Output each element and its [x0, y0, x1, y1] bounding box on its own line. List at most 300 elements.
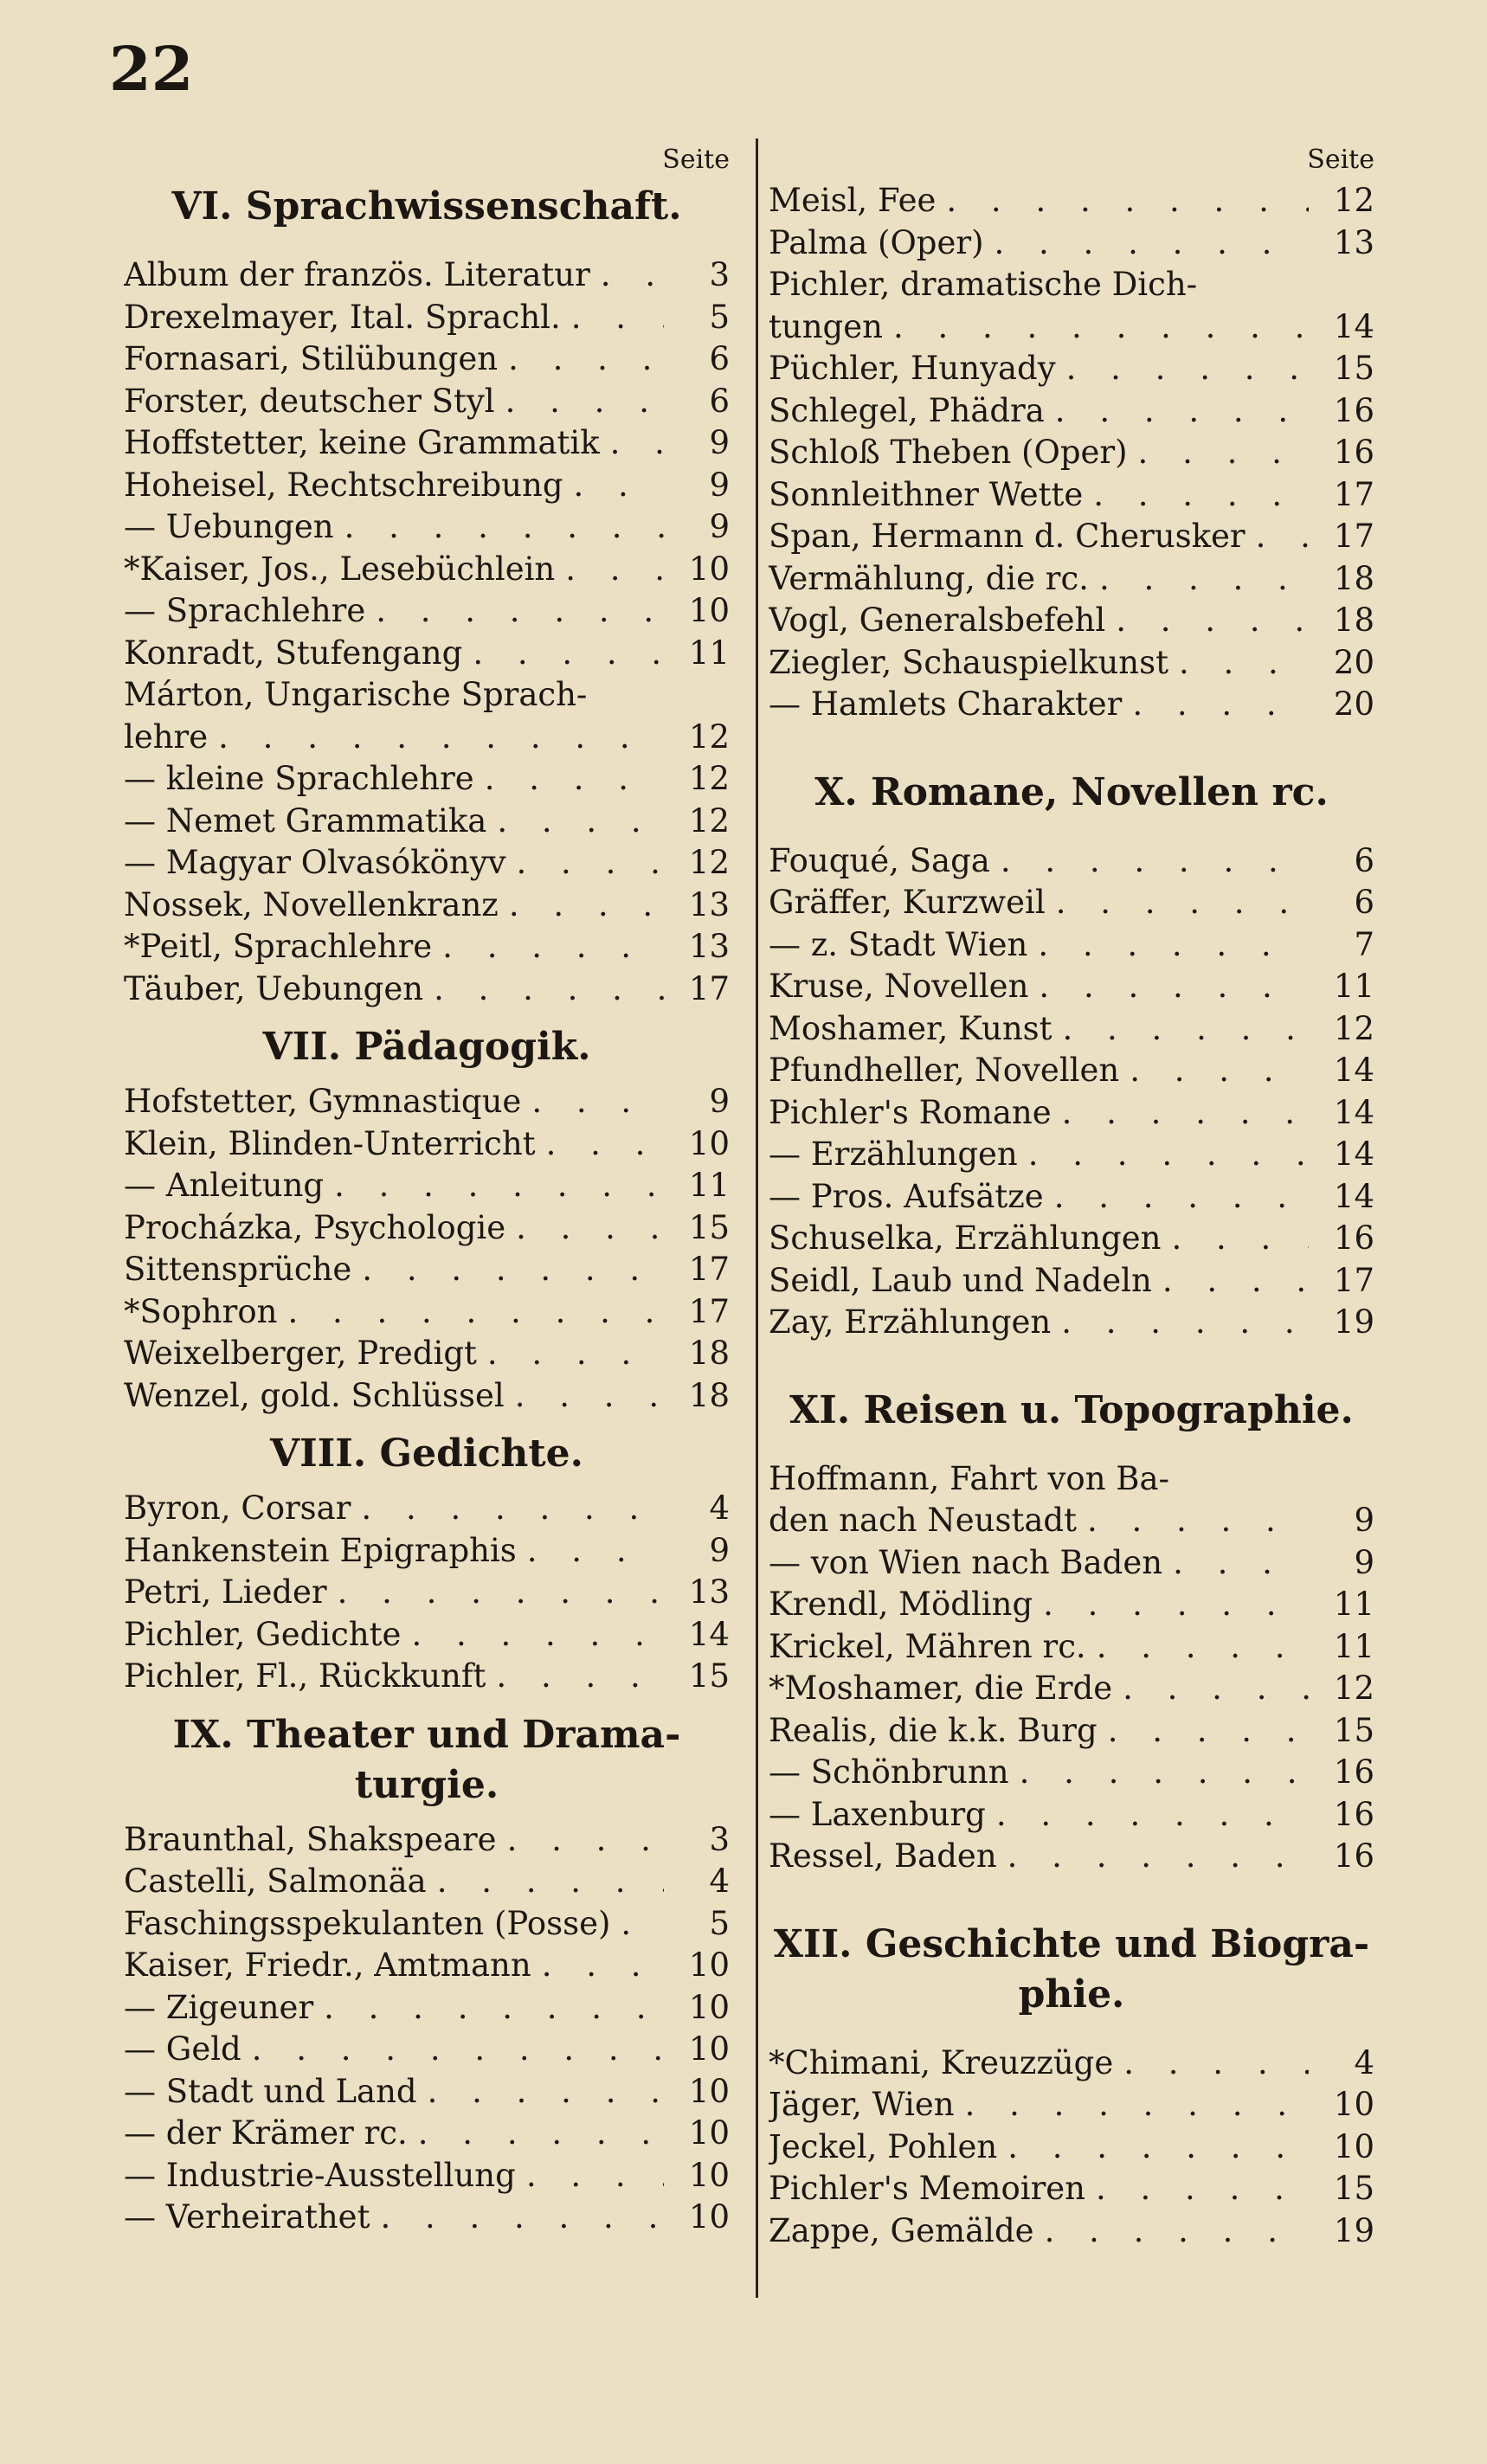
entry-page: 17 [688, 1292, 730, 1330]
leader-dots [427, 1861, 664, 1903]
index-entry [769, 222, 1374, 265]
leader-dots [1027, 924, 1309, 967]
entry-title: — von Wien nach Baden [769, 1543, 1163, 1581]
leader-dots [1112, 1668, 1309, 1710]
index-entry [124, 297, 730, 339]
leader-dots [1028, 966, 1309, 1008]
entry-page: 11 [1333, 968, 1374, 1005]
entry-page: 16 [1333, 1795, 1374, 1833]
entry-page: 4 [709, 1489, 730, 1527]
index-entry [124, 1081, 730, 1123]
index-entry [124, 2029, 730, 2071]
index-entry [124, 926, 730, 968]
index-entry [124, 1249, 730, 1291]
index-entry [769, 1008, 1374, 1051]
index-entry [124, 422, 730, 465]
entry-title: Kruse, Novellen [769, 968, 1029, 1005]
entry-page: 15 [1333, 350, 1374, 387]
entry-page: 6 [1354, 884, 1374, 921]
entry-page: 9 [709, 466, 730, 504]
index-entry [769, 2210, 1374, 2253]
leader-dots [417, 2071, 664, 2113]
entry-page: 17 [1333, 475, 1374, 513]
index-entry [124, 1375, 730, 1418]
index-entry [769, 1458, 1374, 1501]
entry-page: 11 [688, 634, 730, 672]
seite-label: Seite [662, 145, 730, 175]
index-entry [769, 1836, 1374, 1878]
leader-dots [486, 801, 664, 843]
entry-title: Meisl, Fee [769, 182, 937, 219]
entry-page: 12 [688, 844, 730, 881]
section-heading: X. Romane, Novellen rc. [814, 769, 1329, 814]
entry-title: Ziegler, Schauspielkunst [769, 643, 1168, 681]
entry-title: Drexelmayer, Ital. Sprachl. [124, 298, 561, 336]
entry-title: — Erzählungen [769, 1135, 1018, 1173]
entry-title: *Peitl, Sprachlehre [124, 928, 433, 965]
entry-page: 20 [1333, 643, 1374, 681]
section-heading: VIII. Gedichte. [270, 1431, 583, 1476]
entry-page: 10 [688, 1946, 730, 1984]
entry-title: — kleine Sprachlehre [124, 760, 474, 797]
entry-title: Krendl, Mödling [769, 1586, 1033, 1623]
entry-page: 14 [1333, 1135, 1374, 1173]
entry-page: 17 [688, 1251, 730, 1288]
leader-dots [313, 1987, 664, 2030]
entry-title: *Kaiser, Jos., Lesebüchlein [124, 550, 556, 588]
entry-title: *Chimani, Kreuzzüge [769, 2043, 1114, 2081]
leader-dots [1246, 516, 1309, 558]
index-entry [124, 506, 730, 549]
leader-dots [477, 1333, 664, 1375]
left-column [124, 140, 730, 2239]
leader-dots [955, 2084, 1309, 2126]
index-entry [124, 254, 730, 297]
leader-dots [324, 1165, 664, 1207]
index-entry [769, 840, 1374, 883]
index-entry [769, 1050, 1374, 1092]
right-column [769, 140, 1374, 2252]
index-entry [769, 474, 1374, 517]
entry-title: — Laxenburg [769, 1795, 986, 1833]
entry-title: Pfundheller, Novellen [769, 1052, 1120, 1089]
index-entry [769, 1710, 1374, 1753]
entry-title: — Uebungen [124, 508, 334, 545]
entry-title: Vermählung, die rc. [769, 559, 1089, 597]
entry-page: 12 [688, 760, 730, 797]
leader-dots [517, 1530, 664, 1573]
entry-title: lehre [124, 717, 209, 756]
leader-dots [997, 1836, 1309, 1878]
entry-page: 13 [688, 885, 730, 923]
entry-title: Püchler, Hunyady [769, 350, 1056, 387]
entry-page: 10 [688, 550, 730, 588]
index-entry [124, 2197, 730, 2239]
leader-dots [936, 180, 1309, 222]
index-entry [124, 633, 730, 675]
leader-dots [1128, 432, 1309, 474]
entry-page: 9 [709, 508, 730, 545]
entry-title: Castelli, Salmonäa [124, 1862, 427, 1900]
entry-title: Kaiser, Friedr., Amtmann [124, 1946, 531, 1984]
entry-title: Petri, Lieder [124, 1573, 327, 1611]
entry-title: — Magyar Olvasókönyv [124, 844, 506, 881]
index-entry [124, 674, 730, 717]
index-entry [769, 2084, 1374, 2126]
index-entry [769, 264, 1374, 306]
leader-dots [986, 1794, 1309, 1837]
entry-page: 10 [688, 2198, 730, 2236]
entry-title: — Nemet Grammatika [124, 801, 487, 840]
entry-title: Márton, Ungarische Sprach- [124, 676, 588, 713]
index-entry [769, 390, 1374, 433]
entry-page: 3 [709, 256, 730, 293]
entry-page: 13 [688, 1573, 730, 1611]
entry-title: — Pros. Aufsätze [769, 1177, 1044, 1215]
entry-title: — Hamlets Charakter [769, 685, 1123, 723]
entry-title: — Anleitung [124, 1167, 325, 1204]
entry-title: Braunthal, Shakspeare [124, 1820, 497, 1858]
entry-page: 17 [688, 969, 730, 1007]
entry-title: Konradt, Stufengang [124, 634, 463, 672]
entry-page: 10 [688, 592, 730, 629]
leader-dots [401, 1614, 664, 1657]
leader-dots [516, 2155, 664, 2197]
entry-title: den nach Neustadt [769, 1502, 1077, 1539]
leader-dots [1152, 1260, 1309, 1303]
entry-title: Klein, Blinden-Unterricht [124, 1124, 536, 1162]
leader-dots [563, 465, 664, 507]
entry-title: Zay, Erzählungen [769, 1303, 1052, 1341]
leader-dots [990, 840, 1309, 883]
entry-page: 10 [1333, 2086, 1374, 2123]
index-entry [124, 842, 730, 885]
leader-dots [521, 1081, 664, 1123]
entry-page: 16 [1333, 1753, 1374, 1791]
leader-dots [462, 633, 664, 675]
column-divider [756, 138, 758, 2298]
index-entry [769, 1260, 1374, 1303]
leader-dots [370, 2197, 664, 2239]
index-entry [124, 1165, 730, 1207]
entry-title: — Industrie-Ausstellung [124, 2156, 516, 2194]
entry-title: Sonnleithner Wette [769, 475, 1084, 513]
entry-title: Pichler, Fl., Rückkunft [124, 1657, 486, 1695]
entry-title: tungen [769, 307, 883, 345]
index-entry [769, 432, 1374, 474]
entry-page: 5 [709, 1904, 730, 1942]
leader-dots [600, 422, 664, 465]
leader-dots [1052, 1008, 1309, 1051]
entry-title: Fouqué, Saga [769, 841, 990, 879]
index-entry [769, 924, 1374, 967]
entry-page: 10 [688, 2072, 730, 2110]
entry-title: — der Krämer rc. [124, 2114, 408, 2152]
entry-page: 14 [1333, 1093, 1374, 1131]
entry-title: Ressel, Baden [769, 1837, 997, 1875]
index-entry [124, 1987, 730, 2030]
leader-dots [1089, 558, 1309, 601]
entry-title: — Zigeuner [124, 1988, 314, 2026]
entry-page: 18 [688, 1335, 730, 1372]
index-entry [769, 1794, 1374, 1837]
entry-page: 5 [709, 298, 730, 336]
leader-dots [505, 1375, 664, 1418]
index-entry [769, 1542, 1374, 1585]
index-entry [769, 1134, 1374, 1176]
leader-dots [486, 1656, 664, 1698]
leader-dots [1105, 600, 1309, 642]
entry-title: Palma (Oper) [769, 223, 984, 261]
entry-page: 11 [1333, 1586, 1374, 1623]
index-entry [124, 1123, 730, 1166]
leader-dots [423, 968, 664, 1011]
index-entry [769, 2043, 1374, 2085]
leader-dots [432, 926, 664, 968]
index-entry [769, 1584, 1374, 1626]
index-entry [769, 882, 1374, 924]
section-heading-line: IX. Theater und Drama- [172, 1712, 681, 1757]
index-entry [769, 684, 1374, 726]
entry-page: 12 [1333, 182, 1374, 219]
index-entry [124, 465, 730, 507]
index-entry [124, 1861, 730, 1903]
entry-title: Schloß Theben (Oper) [769, 434, 1128, 471]
entry-title: Moshamer, Kunst [769, 1009, 1052, 1047]
index-entry [769, 516, 1374, 558]
entry-page: 4 [1354, 2043, 1374, 2081]
leader-dots [590, 254, 664, 297]
leader-dots [334, 506, 664, 549]
entry-page: 19 [1333, 1303, 1374, 1341]
index-entry [769, 1626, 1374, 1669]
leader-dots [208, 717, 664, 759]
entry-page: 15 [688, 1657, 730, 1695]
index-entry [124, 1207, 730, 1250]
entry-title: — Sprachlehre [124, 592, 366, 629]
entry-title: Zappe, Gemälde [769, 2211, 1034, 2249]
leader-dots [1162, 1542, 1309, 1585]
index-entry [769, 1302, 1374, 1344]
leader-dots [1044, 1176, 1309, 1219]
leader-dots [1034, 2210, 1309, 2253]
entry-page: 18 [688, 1376, 730, 1414]
index-entry [769, 1092, 1374, 1135]
entry-title: Schlegel, Phädra [769, 391, 1045, 429]
entry-title: Procházka, Psychologie [124, 1208, 506, 1246]
leader-dots [1056, 348, 1309, 390]
index-entry [769, 180, 1374, 222]
entry-title: Pichler's Romane [769, 1093, 1052, 1131]
index-entry [124, 801, 730, 843]
index-entry [124, 338, 730, 381]
entry-title: — z. Stadt Wien [769, 925, 1028, 963]
entry-page: 15 [688, 1208, 730, 1246]
index-entry [769, 600, 1374, 642]
entry-title: Nossek, Novellenkranz [124, 885, 499, 923]
entry-page: 10 [688, 2030, 730, 2068]
entry-page: 7 [1354, 925, 1374, 963]
leader-dots [495, 381, 664, 423]
entry-title: Vogl, Generalsbefehl [769, 602, 1106, 639]
entry-title: *Moshamer, die Erde [769, 1669, 1113, 1707]
entry-title: — Verheirathet [124, 2198, 370, 2236]
leader-dots [1052, 1092, 1309, 1135]
entry-title: Wenzel, gold. Schlüssel [124, 1376, 505, 1414]
entry-page: 18 [1333, 559, 1374, 597]
index-entry [769, 558, 1374, 601]
leader-dots [1086, 1626, 1309, 1669]
leader-dots [1083, 474, 1309, 517]
section-heading-line: XII. Geschichte und Biogra- [773, 1921, 1370, 1966]
entry-page: 17 [1333, 1261, 1374, 1299]
leader-dots [1077, 1500, 1309, 1542]
entry-title: Pichler's Memoiren [769, 2170, 1086, 2207]
entry-page: 6 [709, 340, 730, 377]
leader-dots [497, 1819, 664, 1862]
index-entry [769, 2168, 1374, 2210]
index-entry [124, 1614, 730, 1657]
entry-title: Forster, deutscher Styl [124, 382, 495, 420]
section-heading: XI. Reisen u. Topographie. [789, 1387, 1354, 1432]
leader-dots [1168, 642, 1309, 685]
index-entry [124, 2113, 730, 2155]
entry-page: 16 [1333, 1837, 1374, 1875]
entry-page: 9 [709, 424, 730, 461]
page-number: 22 [109, 33, 194, 105]
entry-page: 14 [688, 1615, 730, 1653]
leader-dots [1045, 390, 1309, 433]
entry-page: 16 [1333, 434, 1374, 471]
index-entry [124, 1488, 730, 1530]
index-entry [124, 2071, 730, 2113]
entry-page: 20 [1333, 685, 1374, 723]
entry-page: 10 [688, 2114, 730, 2152]
index-entry [124, 1903, 730, 1946]
entry-page: 16 [1333, 391, 1374, 429]
leader-dots [555, 549, 664, 591]
leader-dots [277, 1291, 664, 1334]
leader-dots [506, 842, 664, 885]
leader-dots [984, 222, 1309, 265]
leader-dots [241, 2029, 664, 2071]
entry-title: Pichler, dramatische Dich- [769, 266, 1198, 303]
leader-dots [351, 1488, 664, 1530]
leader-dots [1119, 1050, 1309, 1092]
entry-page: 11 [688, 1167, 730, 1204]
entry-page: 12 [1333, 1669, 1374, 1707]
entry-title: Span, Hermann d. Cherusker [769, 518, 1246, 555]
index-entry [124, 1291, 730, 1334]
section-heading: VII. Pädagogik. [262, 1025, 591, 1069]
index-entry [769, 642, 1374, 685]
entry-title: Sittensprüche [124, 1251, 352, 1288]
leader-dots [365, 590, 664, 633]
entry-title: Faschingsspekulanten (Posse) [124, 1904, 611, 1942]
leader-dots [536, 1123, 664, 1166]
entry-title: Krickel, Mähren rc. [769, 1627, 1086, 1665]
entry-title: Täuber, Uebungen [124, 969, 424, 1007]
entry-title: — Stadt und Land [124, 2072, 417, 2110]
entry-page: 13 [1333, 223, 1374, 261]
entry-page: 15 [1333, 2170, 1374, 2207]
index-entry [769, 966, 1374, 1008]
section-heading [769, 1920, 1374, 2020]
index-entry [124, 2155, 730, 2197]
index-entry [124, 590, 730, 633]
entry-page: 10 [688, 1124, 730, 1162]
leader-dots [408, 2113, 664, 2155]
entry-title: Schuselka, Erzählungen [769, 1219, 1162, 1257]
entry-title: Pichler, Gedichte [124, 1615, 402, 1653]
leader-dots [499, 885, 664, 927]
section-heading-line: turgie. [354, 1762, 499, 1807]
entry-title: Realis, die k.k. Burg [769, 1711, 1098, 1749]
entry-page: 9 [709, 1083, 730, 1120]
entry-title: Hoffmann, Fahrt von Ba- [769, 1459, 1170, 1497]
entry-title: Hoheisel, Rechtschreibung [124, 466, 563, 504]
leader-dots [1033, 1584, 1309, 1626]
entry-page: 13 [688, 928, 730, 965]
leader-dots [498, 338, 664, 381]
leader-dots [1161, 1218, 1309, 1260]
entry-title: Byron, Corsar [124, 1489, 351, 1527]
entry-page: 19 [1333, 2211, 1374, 2249]
leader-dots [1085, 2168, 1309, 2210]
entry-page: 17 [1333, 518, 1374, 555]
leader-dots [1009, 1752, 1309, 1794]
entry-title: *Sophron [124, 1292, 278, 1330]
entry-page: 15 [1333, 1711, 1374, 1749]
entry-page: 3 [709, 1820, 730, 1858]
index-entry [124, 758, 730, 801]
index-entry [124, 1819, 730, 1862]
entry-page: 6 [1354, 841, 1374, 879]
index-entry [769, 306, 1374, 349]
index-entry [769, 1668, 1374, 1710]
leader-dots [1018, 1134, 1309, 1176]
entry-title: Hoffstetter, keine Grammatik [124, 424, 600, 461]
index-entry [124, 549, 730, 591]
leader-dots [531, 1945, 664, 1987]
section-heading-line: phie. [1018, 1972, 1125, 2017]
leader-dots [327, 1572, 664, 1614]
entry-page: 6 [709, 382, 730, 420]
leader-dots [1122, 684, 1309, 726]
leader-dots [1046, 882, 1309, 924]
index-entry [124, 968, 730, 1011]
index-entry [769, 1752, 1374, 1794]
leader-dots [561, 297, 664, 339]
index-entry [769, 348, 1374, 390]
leader-dots [351, 1249, 664, 1291]
entry-title: Seidl, Laub und Nadeln [769, 1261, 1152, 1299]
entry-title: Fornasari, Stilübungen [124, 340, 499, 377]
entry-page: 18 [1333, 602, 1374, 639]
index-entry [124, 1945, 730, 1987]
entry-title: Gräffer, Kurzweil [769, 884, 1046, 921]
entry-title: — Geld [124, 2030, 241, 2068]
entry-page: 10 [688, 1988, 730, 2026]
entry-page: 14 [1333, 307, 1374, 345]
leader-dots [883, 306, 1309, 349]
entry-page: 9 [1354, 1543, 1374, 1581]
entry-title: Weixelberger, Predigt [124, 1335, 477, 1372]
entry-page: 16 [1333, 1219, 1374, 1257]
leader-dots [610, 1903, 664, 1946]
leader-dots [997, 2126, 1309, 2169]
entry-title: Hankenstein Epigraphis [124, 1531, 517, 1569]
